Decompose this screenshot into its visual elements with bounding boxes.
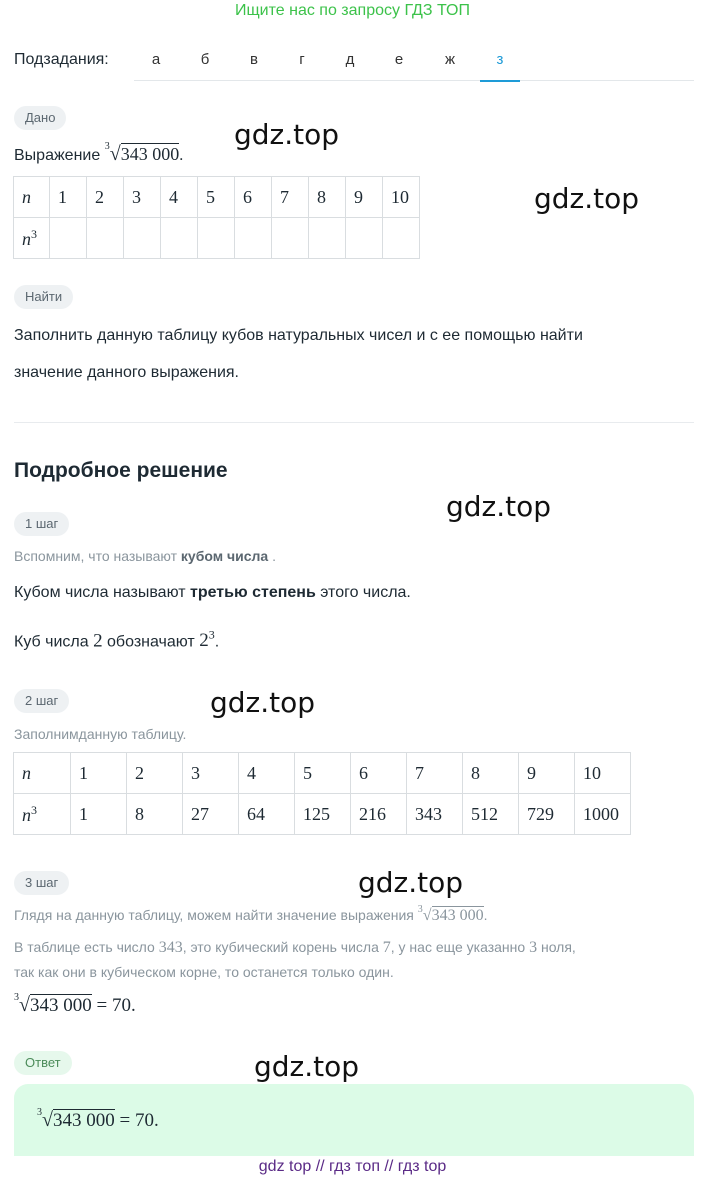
tab-e[interactable]: е xyxy=(394,51,404,68)
step1-cube-notation: Куб числа 2 обозначают $2^3$. xyxy=(14,628,220,652)
step2-tag: 2 шаг xyxy=(14,689,69,713)
answer-box xyxy=(14,1084,694,1156)
answer-result: $^3$√343 000 = 70. xyxy=(37,1107,159,1131)
section-divider xyxy=(14,422,694,423)
given-table xyxy=(13,176,420,259)
step3-tag: 3 шаг xyxy=(14,871,69,895)
tab-b[interactable]: б xyxy=(200,51,210,68)
watermark: gdz.top xyxy=(446,490,552,523)
step3-hint-3: так как они в кубическом корне, то останется только один. xyxy=(14,964,394,980)
find-tag: Найти xyxy=(14,285,73,309)
tab-z[interactable]: з xyxy=(480,40,520,82)
cubes-table-row-n: n 1 2 3 4 5 6 7 8 9 10 xyxy=(14,753,631,794)
given-table-row-n: n 1 2 3 4 5 6 7 8 9 10 xyxy=(14,177,420,218)
subtasks-label: Подзадания: xyxy=(14,51,109,68)
solution-title: Подробное решение xyxy=(14,459,228,482)
tab-g[interactable]: г xyxy=(299,51,305,68)
given-root: $^3$√343 000 xyxy=(104,141,180,165)
given-expression-label: Выражение xyxy=(14,147,101,164)
find-line-1: Заполнить данную таблицу кубов натуральных чисел и с ее помощью найти xyxy=(14,327,583,344)
answer-tag: Ответ xyxy=(14,1051,72,1075)
given-tag: Дано xyxy=(14,106,66,130)
cubes-table-row-cubes: $n^3$ 1 8 27 64 125 216 343 512 729 1000 xyxy=(14,794,631,835)
tab-v[interactable]: в xyxy=(250,51,258,68)
watermark: gdz.top xyxy=(234,118,340,151)
tab-zh[interactable]: ж xyxy=(444,51,456,68)
given-table-row-cubes: $n^3$ xyxy=(14,218,420,259)
watermark: gdz.top xyxy=(534,182,640,215)
subtask-tabs xyxy=(134,40,694,81)
step2-hint: Заполнимданную таблицу. xyxy=(14,726,187,742)
step1-tag: 1 шаг xyxy=(14,512,69,536)
step1-hint: Вспомним, что называют кубом числа . xyxy=(14,548,276,564)
step1-definition: Кубом числа называют третью степень этого числа. xyxy=(14,584,411,601)
watermark: gdz.top xyxy=(210,686,316,719)
step3-result: $^3$√343 000 = 70. xyxy=(14,992,136,1016)
tab-d[interactable]: д xyxy=(345,51,355,68)
top-banner: Ищите нас по запросу ГДЗ ТОП xyxy=(235,2,470,19)
step3-hint-1: Глядя на данную таблицу, можем найти значение выражения $^3$√343 000. xyxy=(14,904,488,924)
footer-links[interactable]: gdz top // гдз топ // гдз top xyxy=(258,1158,447,1175)
tab-a[interactable]: а xyxy=(151,51,161,68)
step3-hint-2: В таблице есть число 343, это кубический корень числа 7, у нас еще указанно 3 ноля, xyxy=(14,939,576,956)
cubes-table xyxy=(13,752,631,835)
watermark: gdz.top xyxy=(358,866,464,899)
find-line-2: значение данного выражения. xyxy=(14,364,239,381)
given-expression: Выражение $^3$√343 000. xyxy=(14,141,184,165)
watermark: gdz.top xyxy=(254,1050,360,1083)
